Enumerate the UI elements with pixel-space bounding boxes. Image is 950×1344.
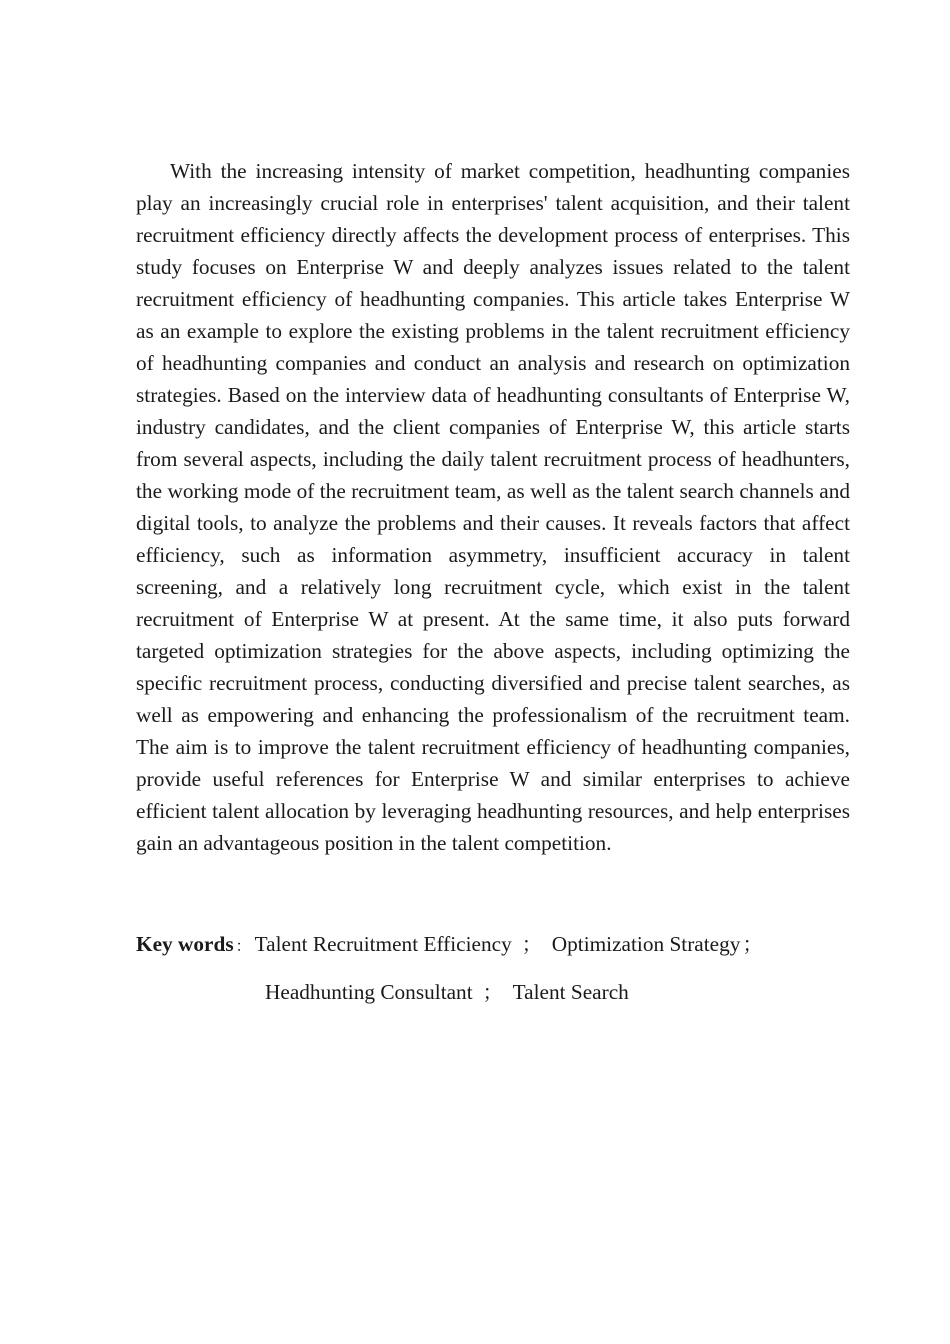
keyword-separator: ； xyxy=(521,932,542,956)
keywords-line-1 xyxy=(136,928,850,960)
abstract-paragraph: With the increasing intensity of market competition, headhunting companies play an increasingly crucial role in enterprises' talent acquisition, and their talent recruitment efficiency directly affects the development process of enterprises. This study focuses on Enterprise W and deeply analyzes issues related to the talent recruitment efficiency of headhunting companies. This article takes Enterprise W as an example to explore the existing problems in the talent recruitment efficiency of headhunting companies and conduct an analysis and research on optimization strategies. Based on the interview data of headhunting consultants of Enterprise W, industry candidates, and the client companies of Enterprise W, this article starts from several aspects, including the daily talent recruitment process of headhunters, the working mode of the recruitment team, as well as the talent search channels and digital tools, to analyze the problems and their causes. It reveals factors that affect efficiency, such as information asymmetry, insufficient accuracy in talent screening, and a relatively long recruitment cycle, which exist in the talent recruitment of Enterprise W at present. At the same time, it also puts forward targeted optimization strategies for the above aspects, including optimizing the specific recruitment process, conducting diversified and precise talent searches, as well as empowering and enhancing the professionalism of the recruitment team. The aim is to improve the talent recruitment efficiency of headhunting companies, provide useful references for Enterprise W and similar enterprises to achieve efficient talent allocation by leveraging headhunting resources, and help enterprises gain an advantageous position in the talent competition. xyxy=(136,159,850,855)
keyword-item: Talent Search xyxy=(512,980,629,1004)
keyword-item: Headhunting Consultant xyxy=(265,980,473,1004)
keyword-item: Optimization Strategy xyxy=(551,932,741,956)
keywords-colon: ： xyxy=(235,937,251,955)
keyword-separator: ； xyxy=(742,932,763,956)
keyword-separator: ； xyxy=(482,980,503,1004)
keywords-label: Key words xyxy=(136,932,234,956)
keyword-item: Talent Recruitment Efficiency xyxy=(254,932,512,956)
keywords-line-2 xyxy=(136,976,850,1008)
keywords-section xyxy=(136,928,850,1008)
